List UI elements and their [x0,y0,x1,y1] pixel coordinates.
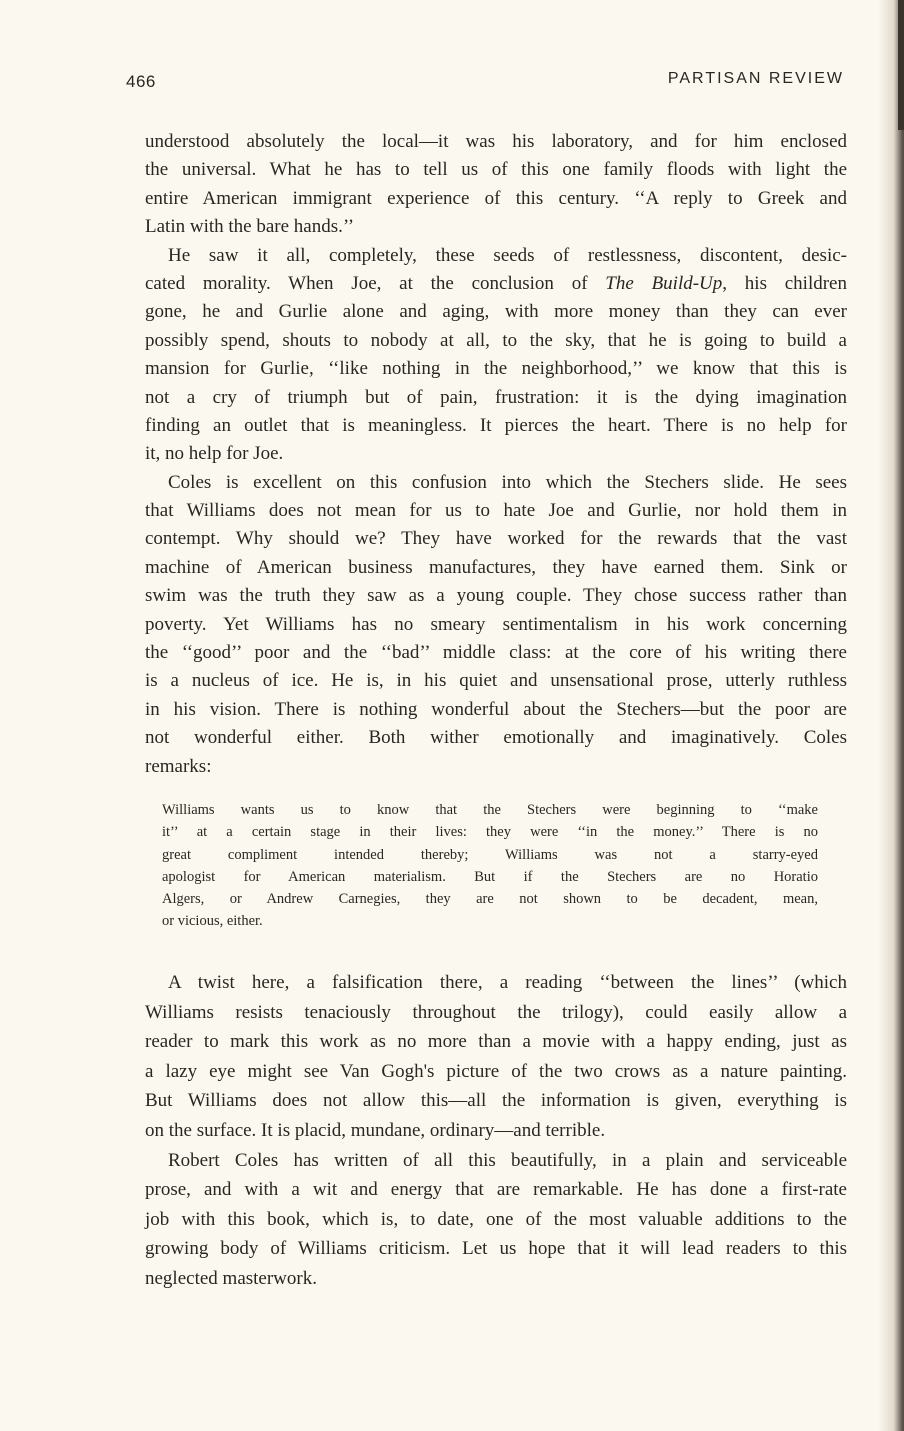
line-content: prose, and with a wit and energy that are remarkable. He has done a first-rate [145,1179,847,1201]
line-content: Robert Coles has written of all this beautifully, in a plain and serviceable [168,1149,847,1171]
text-line [145,355,847,383]
line-content: that Williams does not mean for us to hate Joe and Gurlie, nor hold them in [145,500,847,522]
text-line [145,1057,847,1087]
text-line [145,1086,847,1116]
text-line [145,1264,847,1294]
line-content: reader to mark this work as no more than a movie with a happy ending, just as [145,1031,847,1053]
text-line [162,910,818,932]
line-content: gone, he and Gurlie alone and aging, with more money than they can ever [145,301,847,323]
line-content: job with this book, which is, to date, one of the most valuable additions to the [145,1208,847,1230]
line-segment: cated morality. When Joe, at the conclusion of [145,272,606,294]
paragraph [145,469,847,781]
text-line [162,844,818,866]
text-line [145,156,847,184]
paragraph [145,242,847,469]
body-text-top [145,128,847,781]
line-content: not wonderful either. Both wither emotionally and imaginatively. Coles [145,727,847,749]
paragraph [145,128,847,242]
page-binding-shadow [878,0,904,1431]
line-content: Algers, or Andrew Carnegies, they are not shown to be decadent, mean, [162,891,818,908]
line-content: A twist here, a falsification there, a reading ‘‘between the lines’’ (which [168,972,847,993]
line-segment: , his children [722,272,847,294]
text-line [145,469,847,497]
text-line [145,384,847,412]
text-line [145,242,847,270]
line-content: Williams wants us to know that the Stechers were beginning to ‘‘make [162,802,818,818]
line-content: or vicious, either. [162,913,263,930]
line-content: entire American immigrant experience of this century. ‘‘A reply to Greek and [145,187,847,209]
text-line [145,582,847,610]
paragraph [162,799,818,933]
book-title: The Build-Up [605,272,723,294]
line-content: in his vision. There is nothing wonderful about the Stechers—but the poor are [145,698,847,720]
line-content: remarks: [145,755,212,777]
line-content: is a nucleus of ice. He is, in his quiet and unsensational prose, utterly ruthless [145,670,847,692]
text-line [145,1146,847,1176]
text-line [145,497,847,525]
line-content: poverty. Yet Williams has no smeary sentimentalism in his work concerning [145,613,847,635]
text-line [145,554,847,582]
text-line [145,327,847,355]
text-line [145,1175,847,1205]
text-line [162,799,818,821]
body-text-bottom [145,968,847,1294]
paragraph [145,968,847,1146]
line-content: machine of American business manufactures, they have earned them. Sink or [145,556,847,578]
text-line [145,440,847,468]
text-line [145,270,847,298]
text-line [145,667,847,695]
page-binding-edge [898,0,904,130]
text-line [145,1027,847,1057]
text-line [145,1205,847,1235]
line-content: Williams resists tenaciously throughout the trilogy), could easily allow a [145,1001,847,1023]
line-content: swim was the truth they saw as a young couple. They chose success rather than [145,585,847,607]
line-content: it’’ at a certain stage in their lives: they were ‘‘in the money.’’ There is no [162,824,818,841]
text-line [145,998,847,1028]
line-content: finding an outlet that is meaningless. It pierces the heart. There is no help for [145,414,847,436]
text-line [145,213,847,241]
text-line [145,185,847,213]
line-content: on the surface. It is placid, mundane, ordinary—and terrible. [145,1119,606,1141]
text-line [145,412,847,440]
line-content: the universal. What he has to tell us of this one family floods with light the [145,159,847,181]
line-content: a lazy eye might see Van Gogh's picture of the two crows as a nature painting. [145,1060,847,1082]
text-line [145,696,847,724]
line-content: He saw it all, completely, these seeds of restlessness, discontent, desic- [168,244,847,266]
line-content: possibly spend, shouts to nobody at all, to the sky, that he is going to build a [145,329,847,351]
text-line [145,724,847,752]
text-line [145,611,847,639]
line-content: it, no help for Joe. [145,443,284,465]
text-line [145,753,847,781]
line-content [145,273,847,294]
line-content: contempt. Why should we? They have worked for the rewards that the vast [145,528,847,550]
line-content: the ‘‘good’’ poor and the ‘‘bad’’ middle class: at the core of his writing there [145,642,847,664]
line-content: growing body of Williams criticism. Let us hope that it will lead readers to this [145,1238,847,1260]
block-quote [162,799,818,933]
line-content: not a cry of triumph but of pain, frustration: it is the dying imagination [145,386,847,408]
text-line [162,866,818,888]
text-line [145,639,847,667]
running-head: PARTISAN REVIEW [667,70,844,87]
line-content: apologist for American materialism. But if the Stechers are no Horatio [162,868,818,885]
text-line [145,1116,847,1146]
text-line [145,968,847,998]
line-content: Coles is excellent on this confusion into which the Stechers slide. He sees [168,471,847,493]
text-line [145,298,847,326]
page-number: 466 [126,72,156,91]
text-line [145,128,847,156]
text-line [145,525,847,553]
line-content: But Williams does not allow this—all the information is given, everything is [145,1090,847,1112]
text-line [162,888,818,910]
line-content: mansion for Gurlie, ‘‘like nothing in the neighborhood,’’ we know that this is [145,358,847,380]
text-line [162,821,818,843]
line-content: great compliment intended thereby; Williams was not a starry-eyed [162,846,818,863]
text-line [145,1234,847,1264]
line-content: neglected masterwork. [145,1267,317,1289]
line-content: Latin with the bare hands.’’ [145,216,355,238]
line-content: understood absolutely the local—it was his laboratory, and for him enclosed [145,131,847,152]
paragraph [145,1146,847,1294]
